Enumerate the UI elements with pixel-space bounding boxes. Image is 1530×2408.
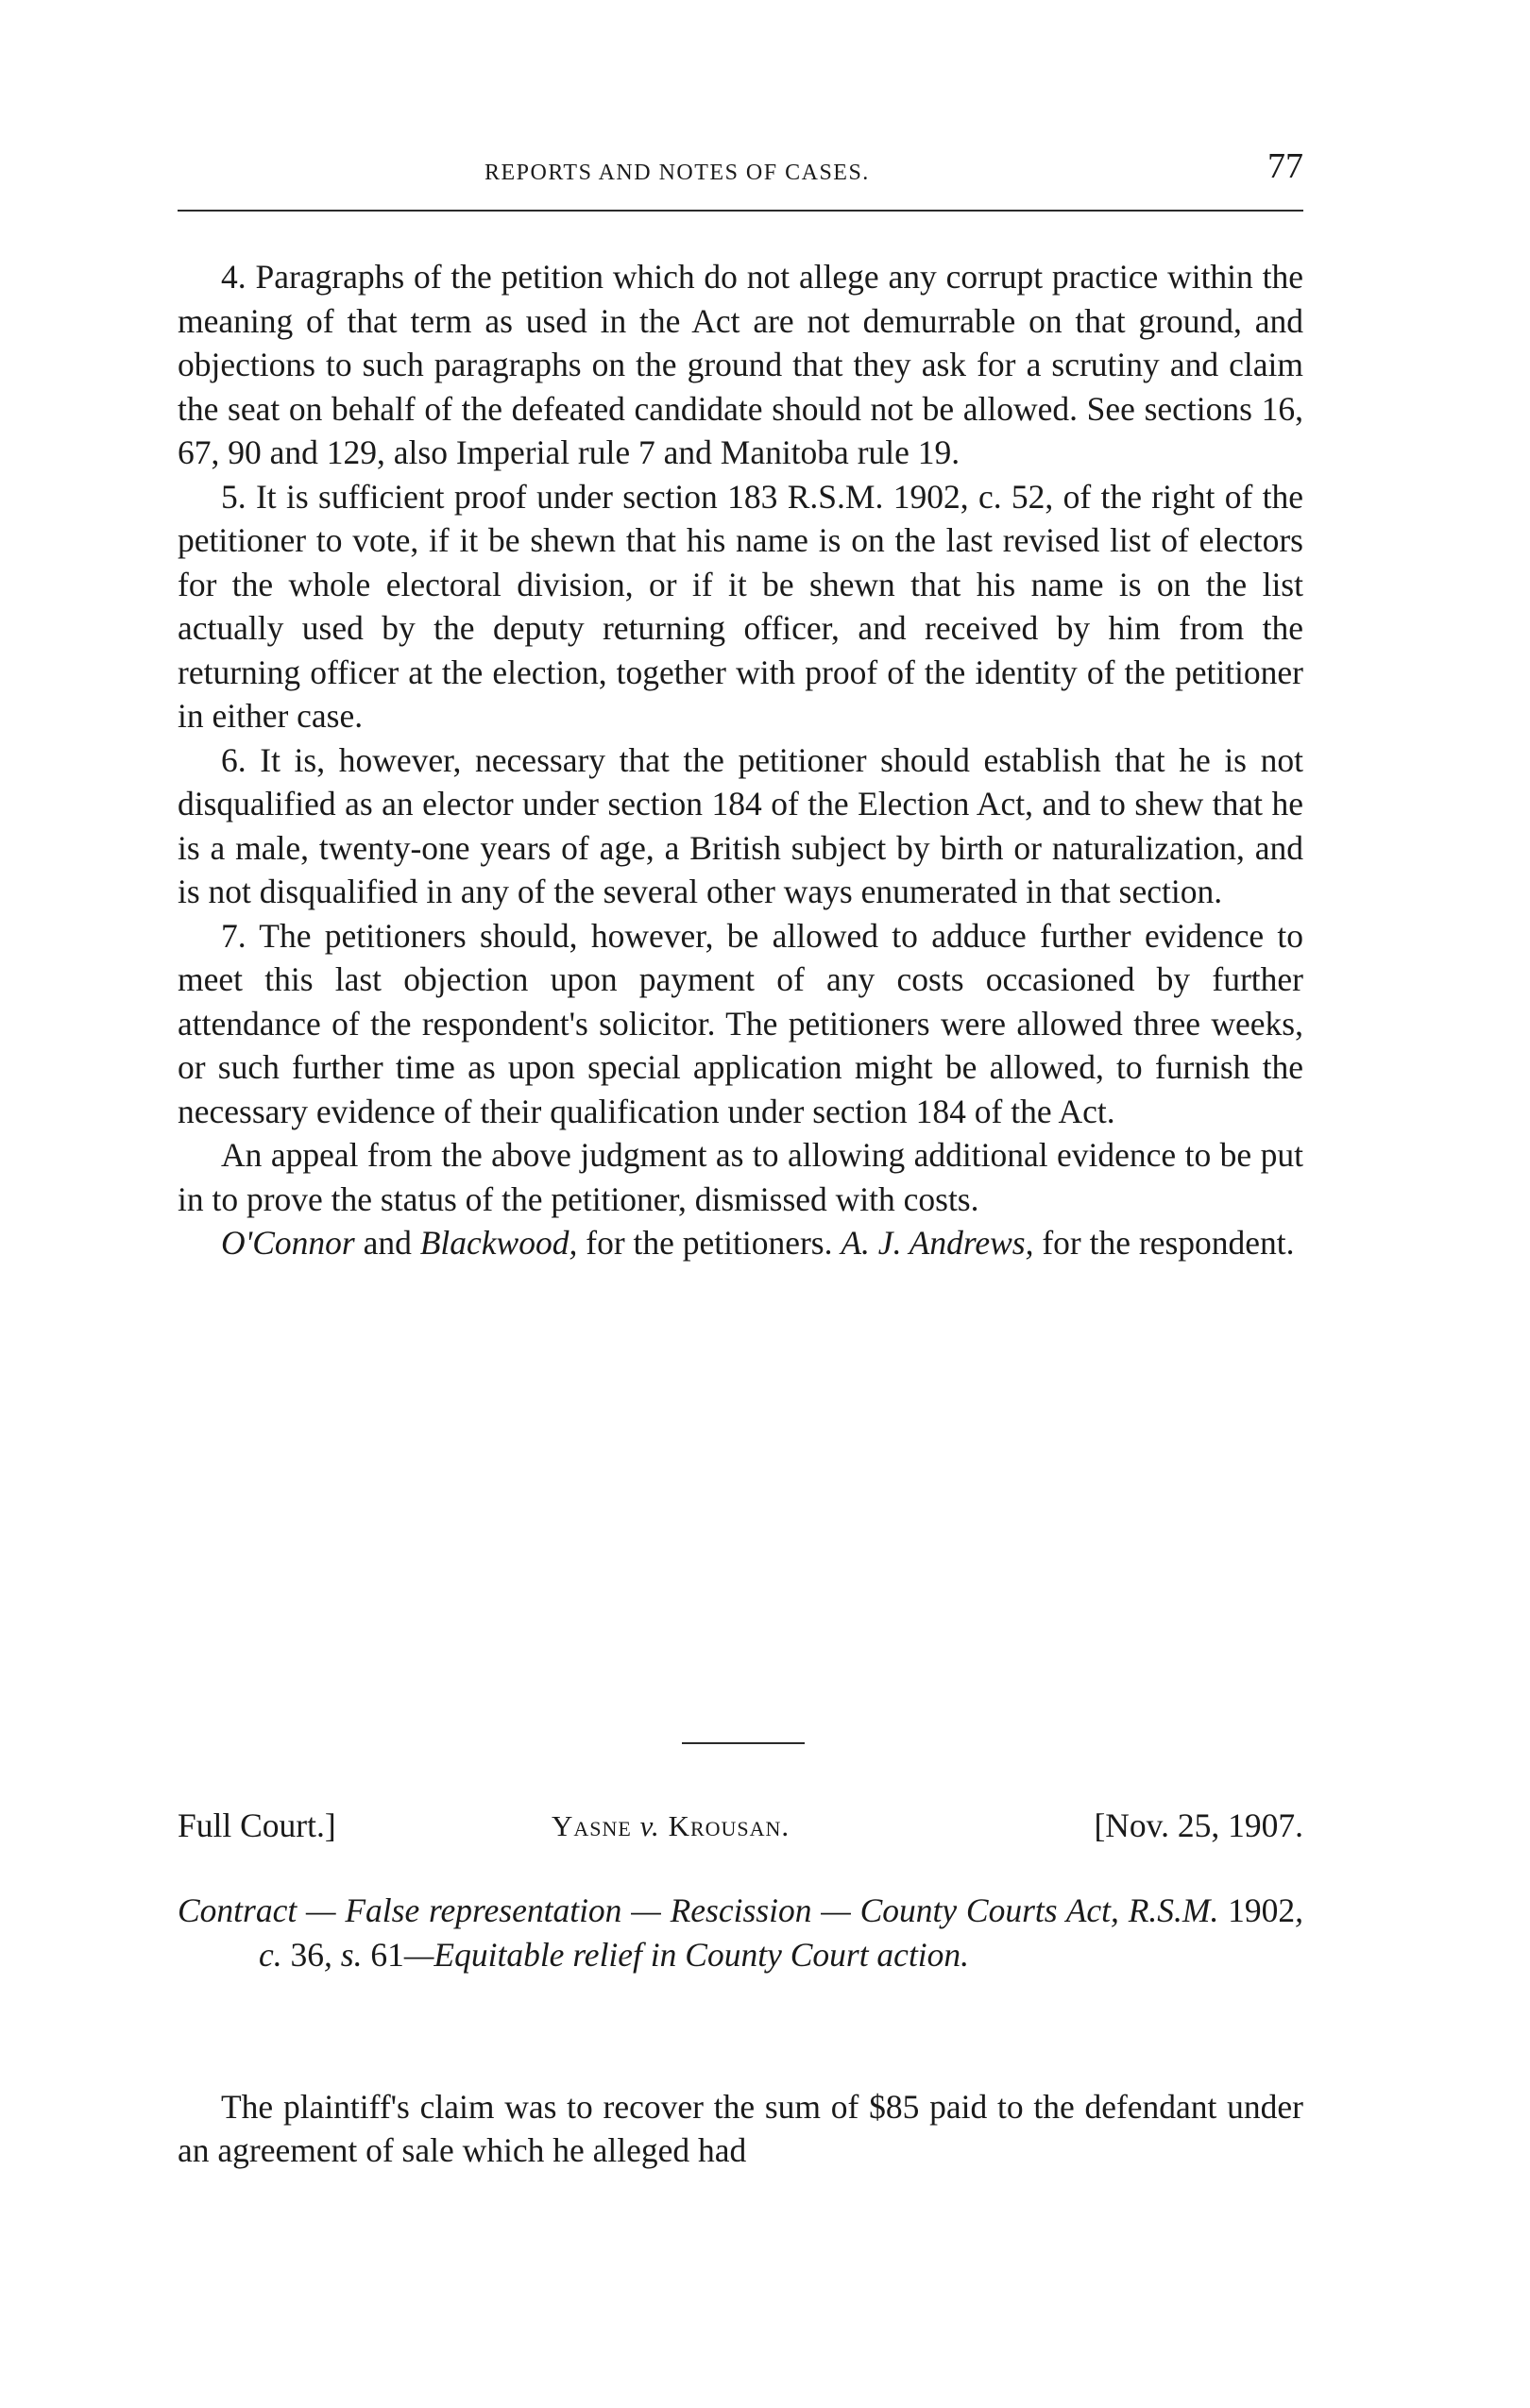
counsel-petitioner-2: Blackwood,	[419, 1224, 578, 1262]
headnote-section: 61	[370, 1935, 404, 1974]
counsel-respondent: A. J. Andrews,	[841, 1224, 1034, 1262]
paragraph-5: 5. It is sufficient proof under section 183 R.S.M. 1902, c. 52, of the right of the petitioner to vote, if it be shewn that his name is on the last revised list of electors for the whole electoral division, or if it be shewn that his name is on the list actually used by the deputy returning officer, and received by him from the returning officer at the election, together with proof of the identity of the petitioner in either case.	[178, 477, 1303, 735]
counsel-for-petitioners: for the petitioners.	[577, 1224, 842, 1262]
headnote	[178, 1889, 1303, 1976]
case-versus: v.	[631, 1809, 669, 1842]
headnote-part-1: Contract — False representation — Rescission — County Courts Act, R.S.M.	[178, 1891, 1229, 1929]
counsel-paragraph	[178, 1221, 1303, 1265]
page-number: 77	[1267, 146, 1303, 186]
counsel-and: and	[354, 1224, 420, 1262]
case-plaintiff: Yasne	[552, 1809, 632, 1842]
headnote-year: 1902	[1228, 1891, 1296, 1929]
appeal-paragraph: An appeal from the above judgment as to allowing additional evidence to be put in to prove the status of the petitioner, dismissed with costs.	[178, 1136, 1303, 1218]
running-header	[178, 142, 1303, 198]
case-defendant: Krousan.	[668, 1809, 790, 1842]
headnote-chapter: 36	[290, 1935, 325, 1974]
paragraph-6: 6. It is, however, necessary that the petitioner should establish that he is not disqualified as an elector under section 184 of the Election Act, and to shew that he is a male, twenty-one years of age, a British subject by birth or naturalization, and is not disqualified in any of the several other ways enumerated in that section.	[178, 740, 1303, 910]
headnote-part-4: —Equitable relief in County Court action.	[403, 1935, 970, 1974]
case-name	[552, 1809, 790, 1843]
case-heading	[178, 1806, 1303, 1853]
headnote-part-3: , s.	[324, 1935, 371, 1974]
paragraph-4: 4. Paragraphs of the petition which do not allege any corrupt practice within the meaning of that term as used in the Act are not demurrable on that ground, and objections to such paragraphs on the ground that they ask for a scrutiny and claim the seat on behalf of the defeated candidate should not be allowed. See sections 16, 67, 90 and 129, also Imperial rule 7 and Manitoba rule 19.	[178, 258, 1303, 471]
header-rule	[178, 210, 1303, 212]
section-separator	[682, 1742, 805, 1744]
case-court: Full Court.]	[178, 1806, 336, 1844]
main-text	[178, 255, 1303, 1265]
headnote-part-2: , c.	[259, 1891, 1303, 1974]
counsel-petitioner-1: O'Connor	[221, 1224, 355, 1262]
case-body-paragraph: The plaintiff's claim was to recover the sum of $85 paid to the defendant under an agreement of sale which he alleged had	[178, 2087, 1303, 2169]
counsel-for-respondent: for the respondent.	[1033, 1224, 1295, 1262]
paragraph-7: 7. The petitioners should, however, be allowed to adduce further evidence to meet this last objection upon payment of any costs occasioned by further attendance of the respondent's solicitor. The petitioners were allowed three weeks, or such further time as upon special application might be allowed, to furnish the necessary evidence of their qualification under section 184 of the Act.	[178, 916, 1303, 1130]
case-date: [Nov. 25, 1907.	[1094, 1806, 1303, 1844]
running-title: REPORTS AND NOTES OF CASES.	[484, 161, 870, 185]
